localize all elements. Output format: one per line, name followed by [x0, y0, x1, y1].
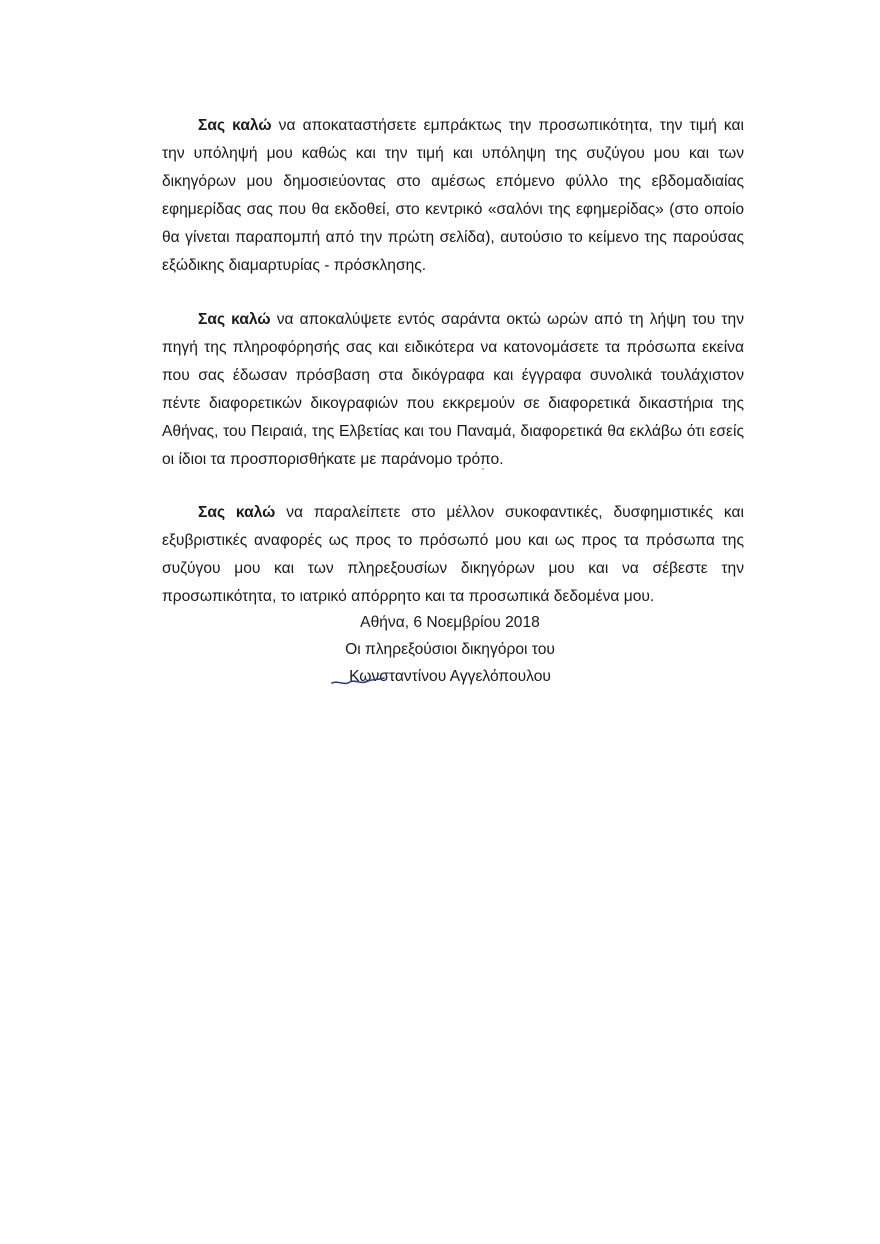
scan-speck: [482, 468, 484, 470]
place-date: Αθήνα, 6 Νοεμβρίου 2018: [360, 614, 540, 631]
paragraph-2: [162, 306, 744, 475]
paragraph-3-lead: Σας καλώ: [198, 504, 276, 522]
paragraph-1-text: να αποκαταστήσετε εμπράκτως την προσωπικότητα, την τιμή και την υπόληψή μου καθώς και την τιμή και υπόληψη της συζύγου μου και των δικηγόρων μου δημοσιεύοντας στο αμέσως επόμενο φύλλο της εβδομαδιαίας εφημερίδας σας που θα εκδοθεί, στο κεντρικό «σαλόνι της εφημερίδας» (στο οποίο θα γίνεται παραπομπή από την πρώτη σελίδα), αυτούσιο το κείμενο της παρούσας εξώδικης διαμαρτυρίας - πρόσκλησης.: [162, 117, 744, 275]
paragraph-2-text: να αποκαλύψετε εντός σαράντα οκτώ ωρών από τη λήψη του την πηγή της πληροφόρησής σας και ειδικότερα να κατονομάσετε τα πρόσωπα εκείνα που σας έδωσαν πρόσβαση στα δικόγραφα και έγγραφα συνολικά τουλάχιστον πέντε διαφορετικών δικογραφιών που εκκρεμούν σε διαφορετικά δικαστήρια της Αθήνας, του Πειραιά, της Ελβετίας και του Παναμά, διαφορετικά θα εκλάβω ότι εσείς οι ίδιοι τα προσπορισθήκατε με παράνομο τρόπο.: [162, 310, 744, 469]
paragraph-3: [162, 499, 744, 611]
paragraph-2-lead: Σας καλώ: [198, 310, 271, 328]
client-name: Κωνσταντίνου Αγγελόπουλου: [349, 668, 551, 685]
paragraph-1-lead: Σας καλώ: [198, 117, 272, 134]
signature-block: [300, 609, 600, 690]
paragraph-3-text: να παραλείπετε στο μέλλον συκοφαντικές, δυσφημιστικές και εξυβριστικές αναφορές ως προς το πρόσωπό μου και ως προς τα πρόσωπα της συζύγου μου και των πληρεξουσίων δικηγόρων μου και να σέβεστε την προσωπικότητα, το ιατρικό απόρρητο και τα προσωπικά δεδομένα μου.: [162, 504, 744, 606]
letter-body: [162, 112, 744, 637]
paragraph-1: [162, 112, 744, 281]
signatories-line: Οι πληρεξούσιοι δικηγόροι του: [345, 641, 555, 658]
